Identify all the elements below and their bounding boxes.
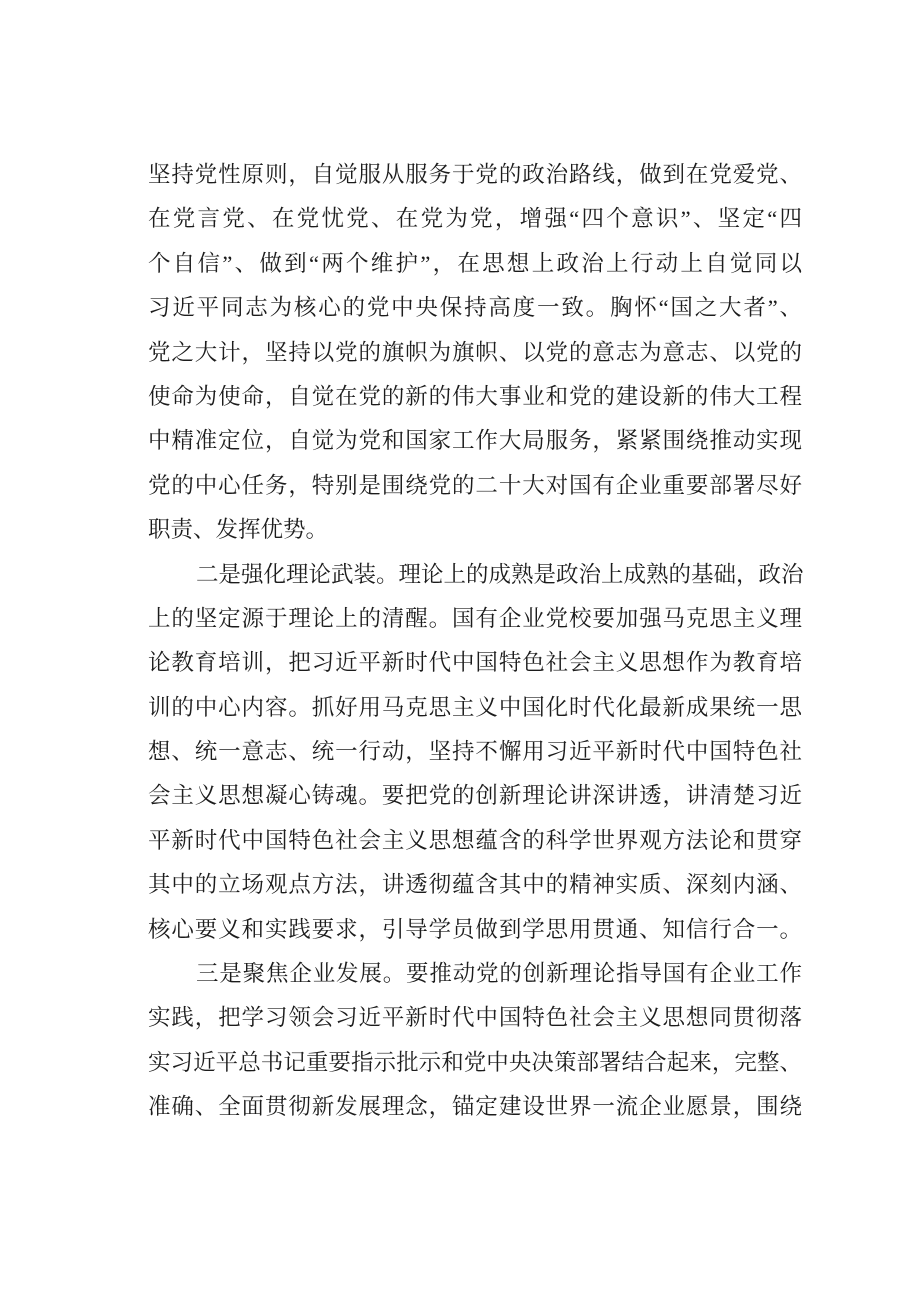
text-line: 习近平同志为核心的党中央保持高度一致。胸怀“国之大者”、: [148, 295, 802, 321]
text-line: 坚持党性原则，自觉服从服务于党的政治路线，做到在党爱党、: [148, 162, 802, 187]
text-line: 党的中心任务，特别是围绕党的二十大对国有企业重要部署尽好: [148, 472, 802, 498]
text-line: 二是强化理论武装。理论上的成熟是政治上成熟的基础，政治: [196, 561, 804, 587]
text-line: 在党言党、在党忧党、在党为党，增强“四个意识”、坚定“四: [148, 206, 802, 232]
text-line: 会主义思想凝心铸魂。要把党的创新理论讲深讲透，讲清楚习近: [148, 783, 802, 809]
paragraph-enterprise-development: [148, 952, 802, 1130]
paragraph-party-spirit: [148, 153, 802, 553]
text-line: 实习近平总书记重要指示批示和党中央决策部署结合起来，完整、: [148, 1049, 802, 1075]
text-line: 想、统一意志、统一行动，坚持不懈用习近平新时代中国特色社: [148, 739, 802, 765]
text-line: 上的坚定源于理论上的清醒。国有企业党校要加强马克思主义理: [148, 605, 802, 631]
text-line: 论教育培训，把习近平新时代中国特色社会主义思想作为教育培: [148, 650, 802, 676]
text-line: 中精准定位，自觉为党和国家工作大局服务，紧紧围绕推动实现: [148, 428, 802, 454]
text-line: 个自信”、做到“两个维护”，在思想上政治上行动上自觉同以: [148, 250, 802, 276]
text-line: 训的中心内容。抓好用马克思主义中国化时代化最新成果统一思: [148, 694, 802, 720]
text-line: 三是聚焦企业发展。要推动党的创新理论指导国有企业工作: [196, 961, 802, 987]
text-line: 实践，把学习领会习近平新时代中国特色社会主义思想同贯彻落: [148, 1005, 802, 1031]
text-line: 使命为使命，自觉在党的新的伟大事业和党的建设新的伟大工程: [148, 383, 802, 409]
text-line: 党之大计，坚持以党的旗帜为旗帜、以党的意志为意志、以党的: [148, 339, 802, 365]
text-line: 职责、发挥优势。: [148, 517, 329, 543]
text-line: 核心要义和实践要求，引导学员做到学思用贯通、知信行合一。: [148, 916, 802, 942]
document-body: [148, 153, 802, 1130]
text-line: 准确、全面贯彻新发展理念，锚定建设世界一流企业愿景，围绕: [148, 1094, 802, 1120]
text-line: 其中的立场观点方法，讲透彻蕴含其中的精神实质、深刻内涵、: [148, 872, 802, 898]
paragraph-theory-study: [148, 553, 802, 953]
text-line: 平新时代中国特色社会主义思想蕴含的科学世界观方法论和贯穿: [148, 827, 802, 853]
